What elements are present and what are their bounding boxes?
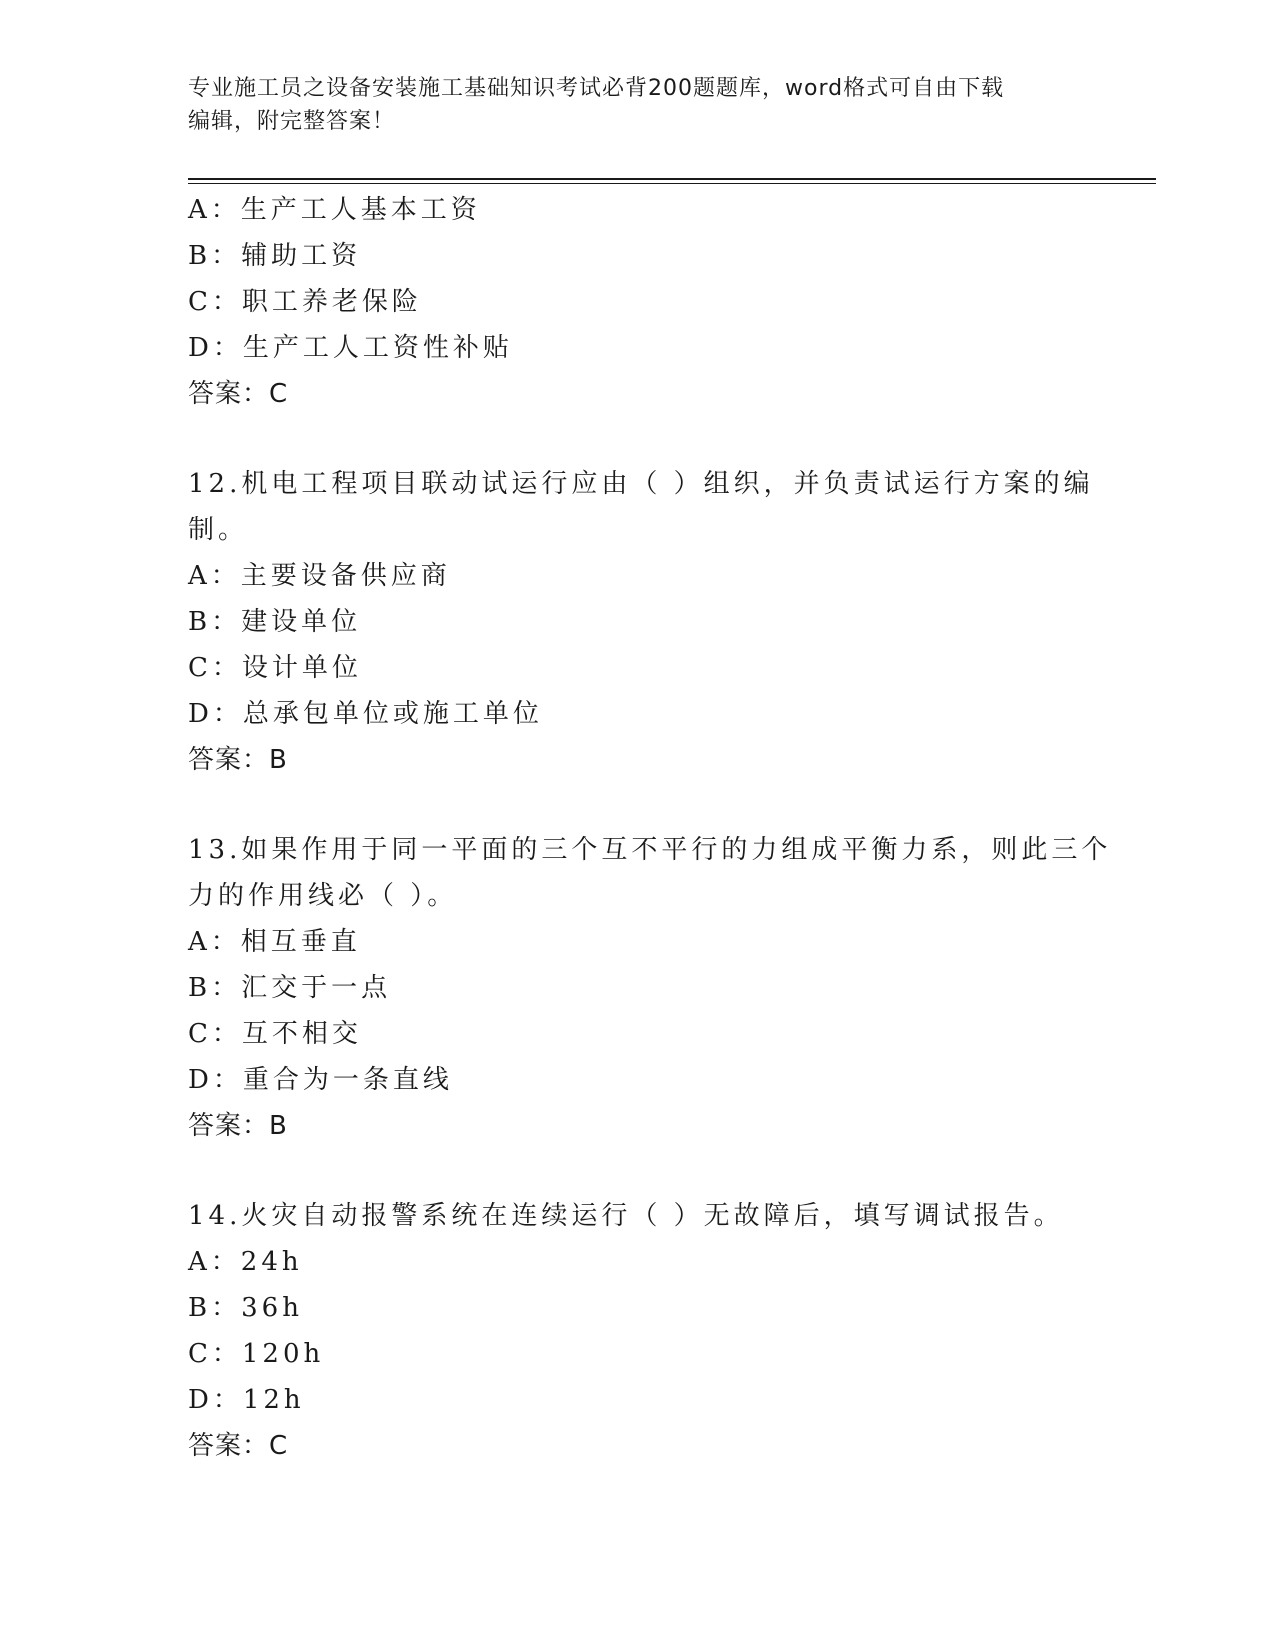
document-header (188, 72, 1068, 138)
answer-line: 答案：B (188, 1111, 288, 1141)
answer-line: 答案：C (188, 1431, 289, 1461)
question-text-line1: 13.如果作用于同一平面的三个互不平行的力组成平衡力系，则此三个 (188, 835, 1112, 865)
question-text-line2: 制。 (188, 515, 249, 545)
option-c: C：互不相交 (188, 1019, 362, 1049)
option-a: A：生产工人基本工资 (188, 195, 481, 225)
option-c: C：120h (188, 1339, 325, 1369)
option-a: A：主要设备供应商 (188, 561, 451, 591)
answer-line: 答案：C (188, 379, 289, 409)
question-text-line2: 力的作用线必（ ）。 (188, 881, 458, 911)
option-d: D：生产工人工资性补贴 (188, 333, 513, 363)
question-12 (188, 461, 1094, 783)
option-d: D：12h (188, 1385, 305, 1415)
header-divider-thin (188, 183, 1156, 184)
answer-line: 答案：B (188, 745, 288, 775)
option-d: D：总承包单位或施工单位 (188, 699, 543, 729)
option-b: B：汇交于一点 (188, 973, 392, 1003)
option-b: B：36h (188, 1293, 303, 1323)
question-14 (188, 1193, 1088, 1469)
header-title-line1: 专业施工员之设备安装施工基础知识考试必背200题题库，word格式可自由下载 (188, 76, 1005, 101)
question-text-line1: 12.机电工程项目联动试运行应由（ ）组织，并负责试运行方案的编 (188, 469, 1094, 499)
question-text-line1: 14.火灾自动报警系统在连续运行（ ）无故障后，填写调试报告。 (188, 1201, 1064, 1231)
header-divider-thick (188, 178, 1156, 180)
question-13 (188, 827, 1112, 1149)
question-list (188, 187, 1112, 1469)
question-text (188, 827, 1112, 919)
option-c: C：职工养老保险 (188, 287, 422, 317)
option-b: B：辅助工资 (188, 241, 362, 271)
question-text (188, 461, 1094, 553)
option-a: A：相互垂直 (188, 927, 361, 957)
option-a: A：24h (188, 1247, 303, 1277)
option-c: C：设计单位 (188, 653, 362, 683)
question-11 (188, 187, 1088, 417)
option-b: B：建设单位 (188, 607, 362, 637)
header-title-line2: 编辑，附完整答案！ (188, 109, 396, 134)
option-d: D：重合为一条直线 (188, 1065, 453, 1095)
question-text (188, 1193, 1088, 1239)
